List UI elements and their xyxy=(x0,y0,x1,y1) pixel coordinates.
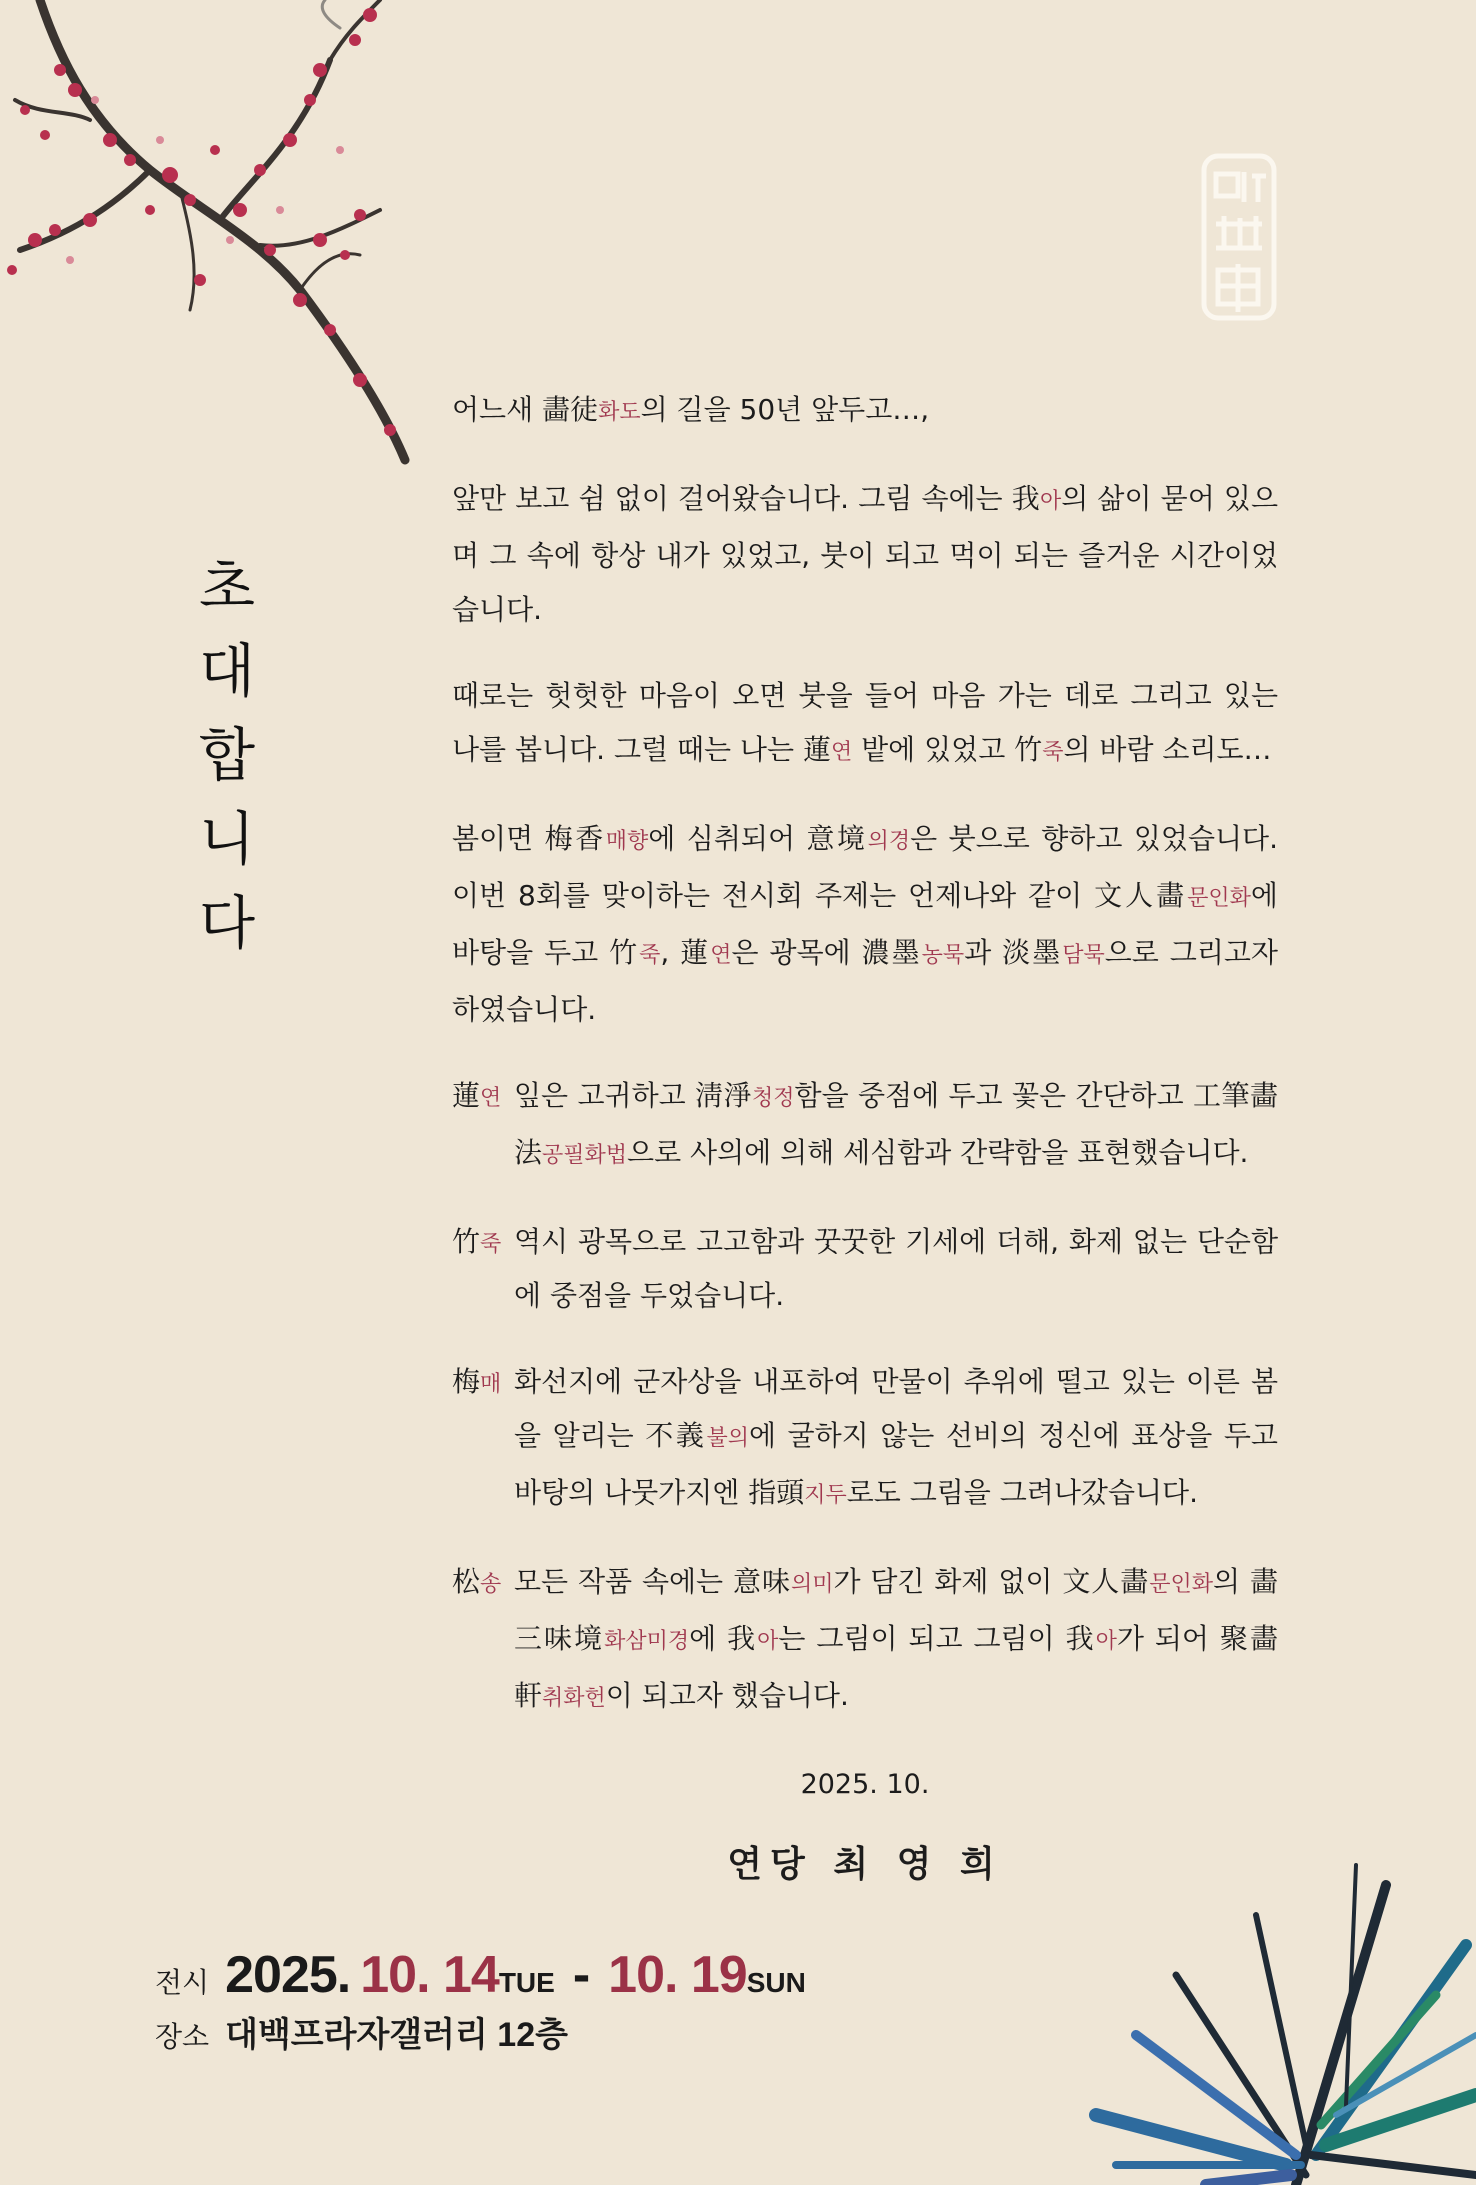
entry-head xyxy=(452,1069,514,1183)
exhibition-label: 전시 xyxy=(155,1967,210,1998)
title-char: 다 xyxy=(198,889,256,957)
reading: 문인화 xyxy=(1149,1572,1214,1597)
hanja: 我 xyxy=(1011,482,1040,515)
text: 에 xyxy=(689,1622,728,1655)
exhibition-info xyxy=(155,1945,824,2069)
text: 으로 사의에 의해 세심함과 간략함을 표현했습니다. xyxy=(627,1136,1249,1169)
hanja: 我 xyxy=(727,1622,758,1655)
reading: 지두 xyxy=(804,1483,847,1508)
artist-seal xyxy=(1200,152,1278,322)
reading: 연 xyxy=(480,1086,502,1111)
text: 화선지에 군자상을 내포하여 만물이 추위에 떨고 있는 이른 봄을 알리는 xyxy=(514,1365,1278,1452)
reading: 농묵 xyxy=(921,943,965,968)
entry-head xyxy=(452,1555,514,1726)
text: 모든 작품 속에는 xyxy=(514,1565,733,1598)
exhibition-start-date: 10. 14 xyxy=(360,1946,499,2004)
reading: 불의 xyxy=(706,1426,750,1451)
hanja: 蓮 xyxy=(452,1079,481,1112)
hanja: 蓮 xyxy=(802,733,831,766)
hanja: 畵徒 xyxy=(542,393,599,426)
text: 로도 그림을 그려나갔습니다. xyxy=(846,1476,1198,1509)
title-char: 대 xyxy=(198,637,256,705)
letter-paragraph-4 xyxy=(452,812,1278,1037)
entry-bamboo xyxy=(452,1215,1278,1323)
entry-body xyxy=(514,1215,1278,1323)
reading: 담묵 xyxy=(1062,943,1105,968)
text: 의 xyxy=(1213,1565,1250,1598)
text: 에 심취되어 xyxy=(648,822,807,855)
reading: 취화헌 xyxy=(542,1686,606,1711)
text: 은 붓으로 향하고 있었습니다. 이번 8회를 맞이하는 전시회 주제는 언제나와 같이 xyxy=(452,822,1279,912)
hanja: 淸淨 xyxy=(695,1079,752,1112)
hanja: 指頭 xyxy=(748,1476,805,1509)
text: 봄이면 xyxy=(452,822,545,855)
hanja: 我 xyxy=(1065,1622,1096,1655)
text: 으로 그리고자 하였습니다. xyxy=(452,936,1278,1026)
reading: 죽 xyxy=(639,943,661,968)
hanja: 濃墨 xyxy=(861,936,922,969)
text: 의 삶이 묻어 있으며 그 속에 항상 내가 있었고, 붓이 되고 먹이 되는 즐거운 시간이었습니다. xyxy=(452,482,1278,626)
hanja: 文人畵 xyxy=(1094,879,1188,912)
reading: 송 xyxy=(480,1572,502,1597)
text: 가 되어 xyxy=(1116,1622,1220,1655)
entry-head xyxy=(452,1215,514,1323)
hanja: 意境 xyxy=(806,822,868,855)
hanja: 意味 xyxy=(732,1565,791,1598)
hanja: 竹 xyxy=(452,1225,481,1258)
venue-label: 장소 xyxy=(155,2021,210,2052)
venue-name: 대백프라자갤러리 12층 xyxy=(225,2016,568,2054)
letter-paragraph-2 xyxy=(452,472,1278,637)
plum-blossom-branch xyxy=(0,0,430,470)
reading: 공필화법 xyxy=(542,1143,628,1168)
reading: 아 xyxy=(1095,1629,1117,1654)
text: 때로는 헛헛한 마음이 오면 붓을 들어 마음 가는 데로 그리고 있는 나를 봅니다. 그럴 때는 나는 xyxy=(452,679,1278,766)
letter-date: 2025. 10. xyxy=(800,1769,930,1800)
exhibition-end-day: SUN xyxy=(746,1967,806,1998)
hanja: 梅 xyxy=(452,1365,481,1398)
invitation-title xyxy=(192,545,262,965)
text: 가 담긴 화제 없이 xyxy=(833,1565,1063,1598)
text: 의 바람 소리도… xyxy=(1063,733,1272,766)
title-char: 합 xyxy=(198,721,256,789)
text: 어느새 xyxy=(452,393,543,426)
reading: 죽 xyxy=(480,1232,502,1257)
exhibition-end-date: 10. 19 xyxy=(608,1946,747,2004)
text: 의 길을 50년 앞두고…, xyxy=(640,393,930,426)
reading: 화도 xyxy=(598,400,641,425)
hanja: 畵三味境 xyxy=(514,1565,1278,1655)
reading: 문인화 xyxy=(1187,886,1251,911)
text: , xyxy=(660,936,681,969)
entry-body xyxy=(514,1069,1278,1183)
reading: 아 xyxy=(757,1629,779,1654)
text: 역시 광목으로 고고함과 꿋꿋한 기세에 더해, 화제 없는 단순함에 중점을 두었습니다. xyxy=(514,1225,1278,1312)
text: 잎은 고귀하고 xyxy=(514,1079,696,1112)
entry-plum xyxy=(452,1355,1278,1523)
hanja: 竹 xyxy=(609,936,640,969)
title-char: 니 xyxy=(198,805,256,873)
reading: 의미 xyxy=(790,1572,834,1597)
reading: 화삼미경 xyxy=(604,1629,690,1654)
hanja: 文人畵 xyxy=(1062,1565,1150,1598)
hanja: 蓮 xyxy=(680,936,711,969)
entry-lotus xyxy=(452,1069,1278,1183)
hanja: 不義 xyxy=(645,1419,707,1452)
reading: 연 xyxy=(710,943,732,968)
title-char: 초 xyxy=(198,553,256,621)
hanja: 竹 xyxy=(1014,733,1043,766)
reading: 매 xyxy=(480,1372,502,1397)
hanja: 淡墨 xyxy=(1002,936,1063,969)
reading: 아 xyxy=(1039,489,1062,514)
text: 과 xyxy=(964,936,1003,969)
hanja: 工筆畵法 xyxy=(514,1079,1278,1169)
letter-paragraph-1 xyxy=(452,383,1278,440)
reading: 죽 xyxy=(1042,740,1064,765)
entry-body xyxy=(514,1555,1278,1726)
entry-pine xyxy=(452,1555,1278,1726)
entry-body xyxy=(514,1355,1278,1523)
invitation-letter xyxy=(452,383,1278,1892)
text: 은 광목에 xyxy=(731,936,862,969)
hanja: 聚畵軒 xyxy=(514,1622,1278,1712)
hanja: 梅香 xyxy=(544,822,606,855)
exhibition-dates xyxy=(155,1945,824,2007)
date-separator: - xyxy=(572,1946,591,2004)
text: 는 그림이 되고 그림이 xyxy=(778,1622,1066,1655)
reading: 매향 xyxy=(605,829,649,854)
text: 에 굴하지 않는 선비의 정신에 표상을 두고 바탕의 나뭇가지엔 xyxy=(514,1419,1278,1509)
text: 밭에 있었고 xyxy=(852,733,1015,766)
text: 함을 중점에 두고 꽃은 간단하고 xyxy=(794,1079,1194,1112)
exhibition-year: 2025. xyxy=(225,1946,351,2004)
letter-paragraph-3 xyxy=(452,669,1278,780)
text: 이 되고자 했습니다. xyxy=(605,1679,849,1712)
entry-head xyxy=(452,1355,514,1523)
text: 에 바탕을 두고 xyxy=(452,879,1278,969)
bamboo-ink-brush xyxy=(1056,1855,1476,2185)
reading: 의경 xyxy=(867,829,911,854)
hanja: 松 xyxy=(452,1565,481,1598)
reading: 연 xyxy=(830,740,853,765)
exhibition-venue xyxy=(155,2007,824,2069)
text: 앞만 보고 쉼 없이 걸어왔습니다. 그림 속에는 xyxy=(452,482,1012,515)
reading: 청정 xyxy=(752,1086,795,1111)
artist-signature: 연당 최 영 희 xyxy=(727,1844,1003,1885)
exhibition-start-day: TUE xyxy=(498,1967,555,1998)
